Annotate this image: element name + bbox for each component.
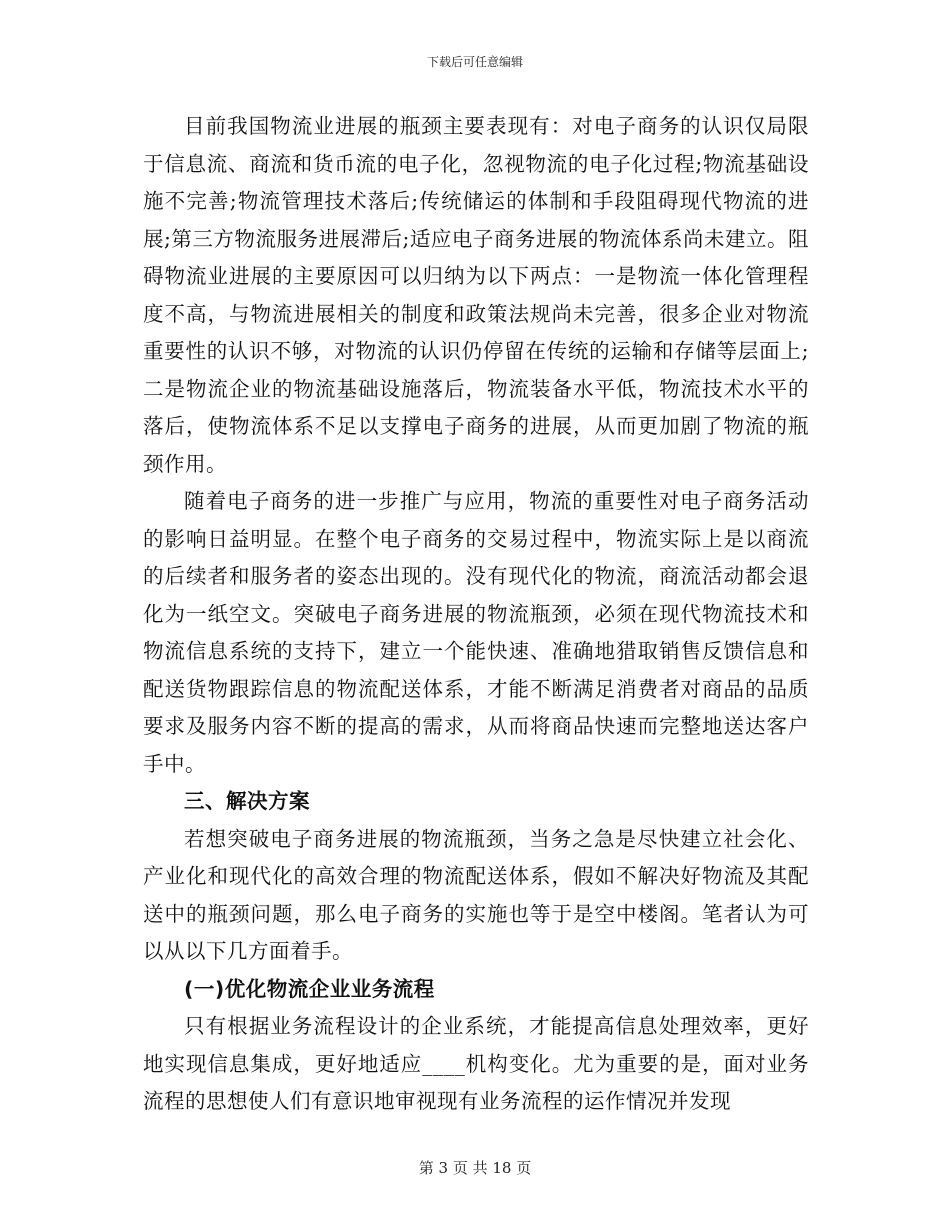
section-heading-solution: 三、解决方案 [184,789,310,813]
document-body [143,108,809,1121]
page-footer: 第 3 页 共 18 页 [418,1159,532,1177]
paragraph-solution-intro: 若想突破电子商务进展的物流瓶颈，当务之急是尽快建立社会化、产业化和现代化的高效合理的物流配送体系，假如不解决好物流及其配送中的瓶颈问题，那么电子商务的实施也等于是空中楼阁。笔者认为可以从以下几方面着手。 [143,826,809,963]
paragraph-business-process: 只有根据业务流程设计的企业系统，才能提高信息处理效率，更好地实现信息集成，更好地适应____机构变化。尤为重要的是，面对业务流程的思想使人们有意识地审视现有业务流程的运作情况并发现 [143,1014,809,1113]
paragraph-bottleneck: 目前我国物流业进展的瓶颈主要表现有：对电子商务的认识仅局限于信息流、商流和货币流的电子化，忽视物流的电子化过程;物流基础设施不完善;物流管理技术落后;传统储运的体制和手段阻碍现代物流的进展;第三方物流服务进展滞后;适应电子商务进展的物流体系尚未建立。阻碍物流业进展的主要原因可以归纳为以下两点：一是物流一体化管理程度不高，与物流进展相关的制度和政策法规尚未完善，很多企业对物流重要性的认识不够，对物流的认识仍停留在传统的运输和存储等层面上;二是物流企业的物流基础设施落后，物流装备水平低，物流技术水平的落后，使物流体系不足以支撑电子商务的进展，从而更加剧了物流的瓶颈作用。 [143,114,809,476]
page-header: 下载后可任意编辑 [426,55,523,69]
subsection-heading-optimize: (一)优化物流企业业务流程 [184,976,435,1001]
paragraph-importance: 随着电子商务的进一步推广与应用，物流的重要性对电子商务活动的影响日益明显。在整个电子商务的交易过程中，物流实际上是以商流的后续者和服务者的姿态出现的。没有现代化的物流，商流活动都会退化为一纸空文。突破电子商务进展的物流瓶颈，必须在现代物流技术和物流信息系统的支持下，建立一个能快速、准确地猎取销售反馈信息和配送货物跟踪信息的物流配送体系，才能不断满足消费者对商品的品质要求及服务内容不断的提高的需求，从而将商品快速而完整地送达客户手中。 [143,489,809,776]
